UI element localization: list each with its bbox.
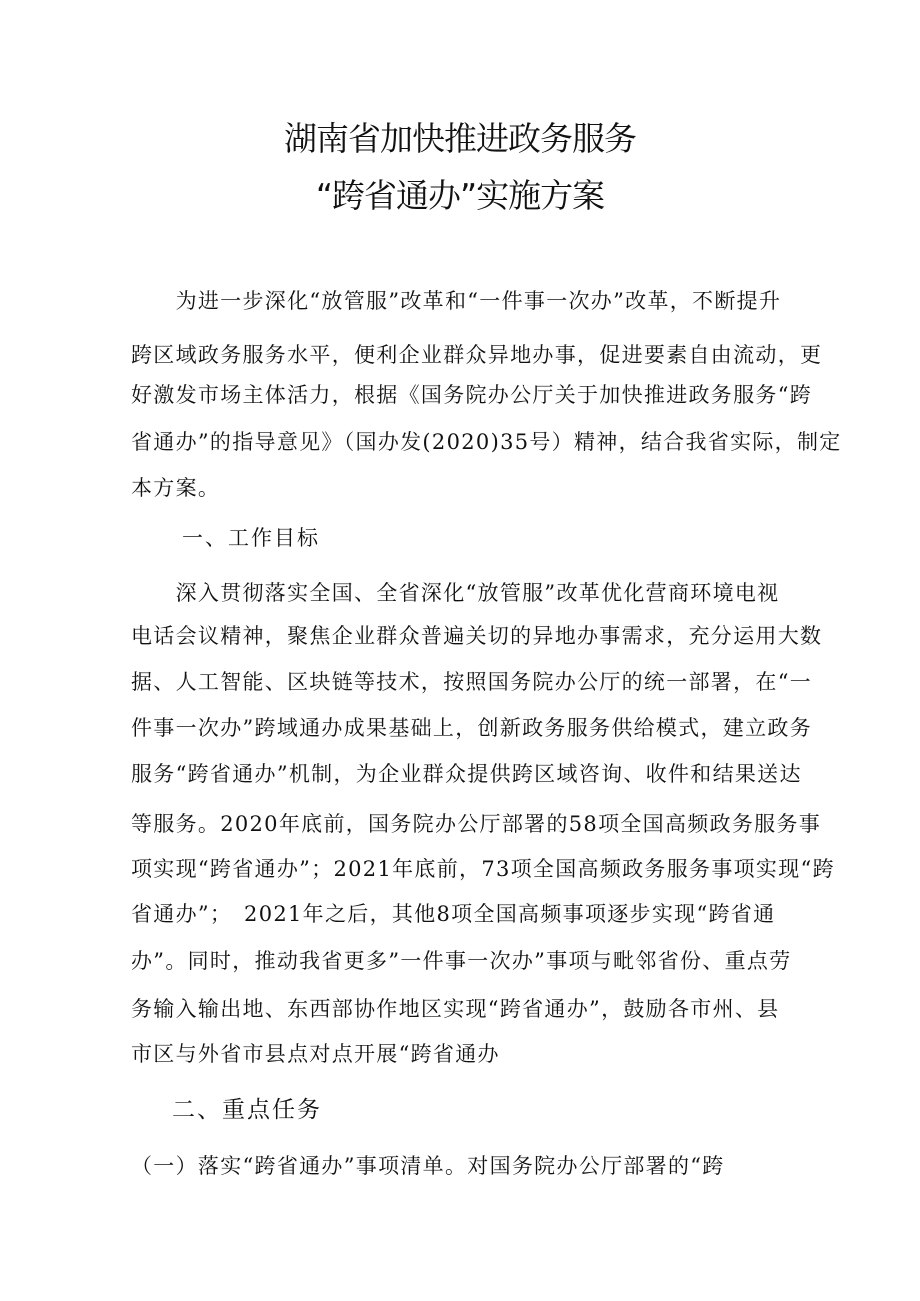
section-2-heading: 二、重点任务 bbox=[172, 1097, 322, 1123]
section-1-line-7: 项实现“跨省通办”；2021年底前，73项全国高频政务服务事项实现“跨 bbox=[131, 857, 835, 881]
section-1-line-4: 件事一次办”跨域通办成果基础上，创新政务服务供给模式，建立政务 bbox=[131, 716, 813, 740]
section-1-line-8: 省通办”； 2021年之后，其他8项全国高频事项逐步实现“跨省通 bbox=[131, 902, 776, 926]
section-1-line-3: 据、人工智能、区块链等技术，按照国务院办公厅的统一部署，在“一 bbox=[131, 670, 813, 694]
document-title-line-2: “跨省通办”实施方案 bbox=[315, 176, 605, 215]
section-1-heading: 一、工作目标 bbox=[182, 526, 320, 550]
section-1-line-6: 等服务。2020年底前，国务院办公厅部署的58项全国高频政务服务事 bbox=[131, 812, 822, 836]
section-1-line-9: 办”。同时，推动我省更多”一件事一次办”事项与毗邻省份、重点劳 bbox=[131, 949, 792, 973]
intro-line-5: 本方案。 bbox=[131, 476, 221, 500]
subsection-1-line-1: （一）落实“跨省通办”事项清单。对国务院办公厅部署的“跨 bbox=[131, 1154, 725, 1178]
section-1-line-1: 深入贯彻落实全国、全省深化“放管服”改革优化营商环境电视 bbox=[131, 581, 780, 605]
intro-line-2: 跨区域政务服务水平，便利企业群众异地办事，促进要素自由流动，更 bbox=[131, 343, 823, 367]
section-1-line-10: 务输入输出地、东西部协作地区实现“跨省通办”，鼓励各市州、县 bbox=[131, 997, 780, 1021]
section-1-line-11: 市区与外省市县点对点开展“跨省通办 bbox=[131, 1042, 500, 1066]
intro-line-3: 好激发市场主体活力，根据《国务院办公厅关于加快推进政务服务“跨 bbox=[131, 383, 813, 407]
section-1-line-5: 服务“跨省通办”机制，为企业群众提供跨区域咨询、收件和结果送达 bbox=[131, 762, 802, 786]
intro-line-1: 为进一步深化“放管服”改革和“一件事一次办”改革，不断提升 bbox=[131, 289, 782, 313]
intro-line-4: 省通办”的指导意见》（国办发(2020)35号）精神，结合我省实际，制定 bbox=[131, 430, 842, 454]
section-1-line-2: 电话会议精神，聚焦企业群众普遍关切的异地办事需求，充分运用大数 bbox=[131, 624, 823, 648]
document-title-line-1: 湖南省加快推进政务服务 bbox=[284, 119, 636, 158]
